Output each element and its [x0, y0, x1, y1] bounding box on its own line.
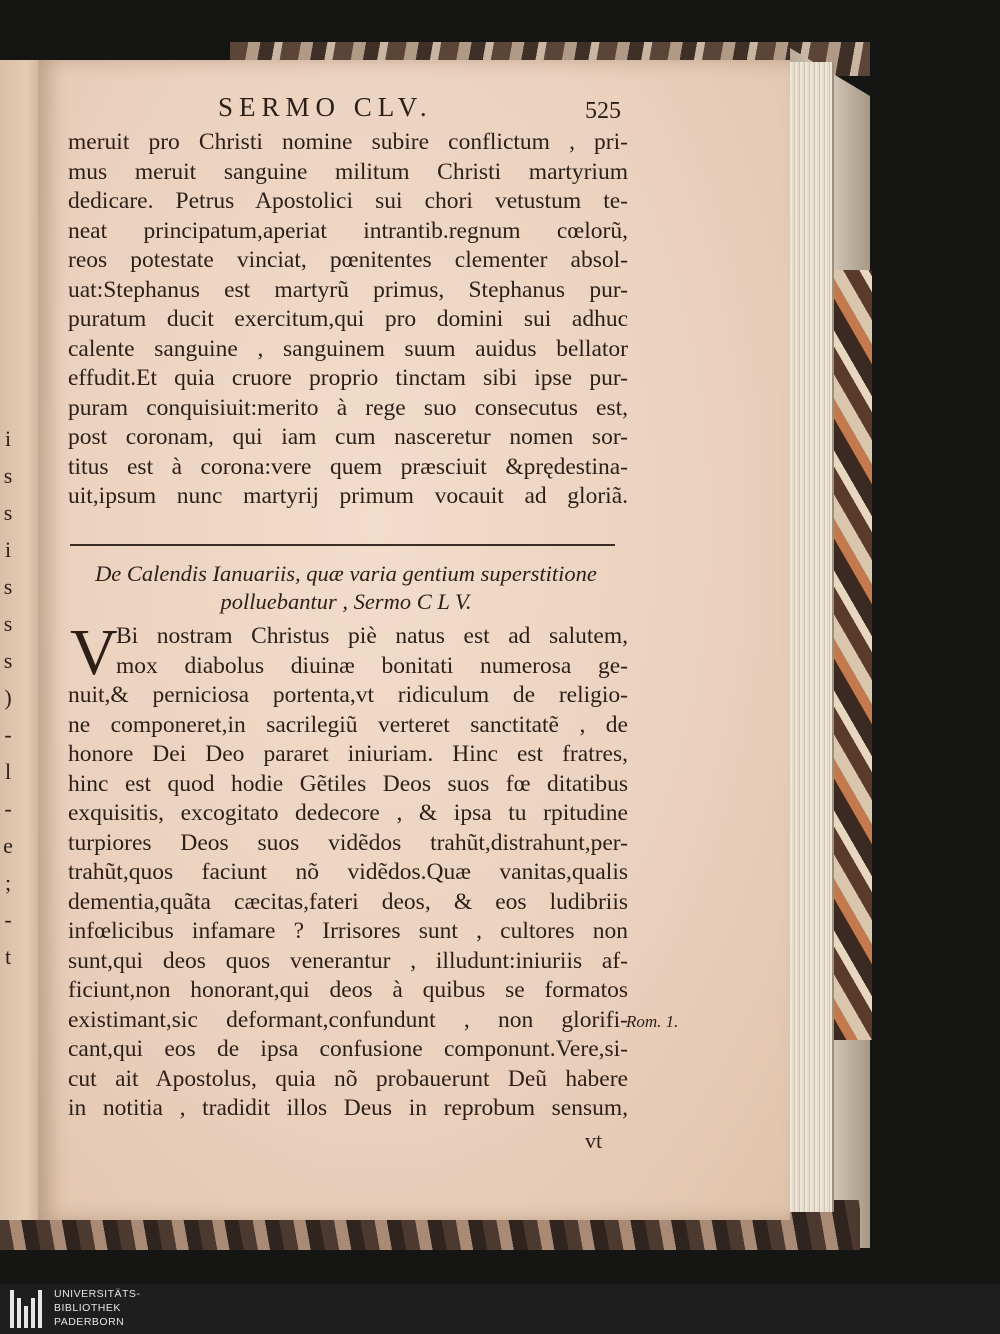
text-line: sunt,qui deos quos venerantur , illudunt:iniuriis af-	[68, 947, 628, 974]
text-line: ficiunt,non honorant,qui deos à quibus se formatos	[68, 977, 628, 1003]
page-number: 525	[585, 98, 621, 124]
previous-page-glyph: e	[3, 833, 13, 858]
text-line: post coronam, qui iam cum nasceretur nomen sor-	[68, 424, 628, 450]
text-line: reos potestate vinciat, pœnitentes clementer absol-	[68, 247, 628, 273]
text-line: Bi nostram Christus piè natus est ad salutem,	[116, 623, 628, 649]
library-name-line-2: BIBLIOTHEK	[54, 1302, 121, 1314]
library-footer	[0, 1284, 1000, 1334]
previous-page-glyph: s	[3, 463, 13, 488]
marginal-note: Rom. 1.	[626, 1012, 679, 1031]
text-line: dementia,quãta cæcitas,fateri deos, & eos ludibriis	[68, 888, 628, 915]
text-line: effudit.Et quia cruore proprio tinctam sibi ipse pur-	[68, 365, 628, 391]
library-name-line-1: UNIVERSITÄTS-	[54, 1288, 141, 1300]
text-line: existimant,sic deformant,confundunt , non glorifi-	[68, 1006, 628, 1033]
previous-page-glyph: s	[3, 574, 13, 599]
library-name-line-3: PADERBORN	[54, 1316, 125, 1328]
previous-page-glyph: )	[4, 685, 12, 710]
text-line: dedicare. Petrus Apostolici sui chori vetustum te-	[68, 188, 628, 214]
previous-page-glyph: -	[4, 907, 12, 932]
sermon-title-line-1: De Calendis Ianuariis, quæ varia gentium superstitione	[95, 561, 597, 586]
previous-page-glyph: -	[4, 796, 12, 821]
previous-page-glyph: l	[4, 759, 12, 784]
previous-page-glyph: ;	[4, 870, 12, 895]
text-line: puram conquisiuit:merito à rege suo consecutus est,	[68, 394, 628, 421]
previous-page-glyph: t	[4, 944, 12, 969]
text-line: uat:Stephanus est martyrũ primus, Stephanus pur-	[68, 276, 628, 303]
previous-page-glyphs	[0, 420, 16, 1220]
text-line: cant,qui eos de ipsa confusione componunt.Vere,si-	[68, 1036, 628, 1062]
text-line: meruit pro Christi nomine subire conflictum , pri-	[68, 129, 628, 155]
text-line: infœlicibus infamare ? Irrisores sunt , cultores non	[68, 918, 628, 944]
text-line: titus est à corona:vere quem præsciuit &prędestina-	[68, 453, 628, 480]
marbled-cover-right	[828, 270, 872, 1040]
library-name	[54, 1287, 140, 1329]
text-line: trahũt,quos faciunt nõ vidẽdos.Quæ vanitas,qualis	[68, 859, 628, 885]
sermon-title	[66, 560, 626, 616]
running-head: SERMO CLV.	[218, 92, 433, 122]
text-line: neat principatum,aperiat intrantib.regnum cœlorũ,	[68, 217, 628, 244]
drop-cap: V	[70, 616, 118, 689]
text-line: exquisitis, excogitato dedecore , & ipsa tu rpitudine	[68, 800, 628, 826]
text-line: honore Dei Deo pararet iniuriam. Hinc est fratres,	[68, 741, 628, 767]
text-line: ne componeret,in sacrilegiũ verteret sanctitatẽ , de	[68, 711, 628, 738]
section-rule	[70, 544, 615, 546]
previous-page-glyph: i	[4, 426, 12, 451]
text-line: cut ait Apostolus, quia nõ probauerunt Deũ habere	[68, 1065, 628, 1092]
previous-page-glyph: -	[4, 722, 12, 747]
previous-page-glyph: s	[3, 648, 13, 673]
sermon-title-line-2: polluebantur , Sermo C L V.	[220, 589, 472, 614]
catchword: vt	[585, 1128, 603, 1153]
text-line: in notitia , tradidit illos Deus in reprobum sensum,	[68, 1095, 628, 1121]
library-logo-icon	[10, 1290, 46, 1328]
previous-page-glyph: s	[3, 611, 13, 636]
previous-page-glyph: s	[3, 500, 13, 525]
text-block-previous-sermon	[68, 128, 628, 512]
text-line: hinc est quod hodie Gẽtiles Deos suos fœ ditatibus	[68, 770, 628, 797]
text-line: mus meruit sanguine militum Christi martyrium	[68, 158, 628, 185]
previous-page-glyph: i	[4, 537, 12, 562]
text-line: nuit,& perniciosa portenta,vt ridiculum de religio-	[68, 682, 628, 708]
text-line: turpiores Deos suos vidẽdos trahũt,distrahunt,per-	[68, 829, 628, 856]
text-block-sermon-body	[68, 616, 628, 1124]
text-line: uit,ipsum nunc martyrij primum vocauit ad gloriã.	[68, 483, 628, 509]
text-line: mox diabolus diuinæ bonitati numerosa ge-	[116, 652, 628, 679]
text-line: puratum ducit exercitum,qui pro domini sui adhuc	[68, 306, 628, 332]
text-line: calente sanguine , sanguinem suum auidus bellator	[68, 335, 628, 362]
